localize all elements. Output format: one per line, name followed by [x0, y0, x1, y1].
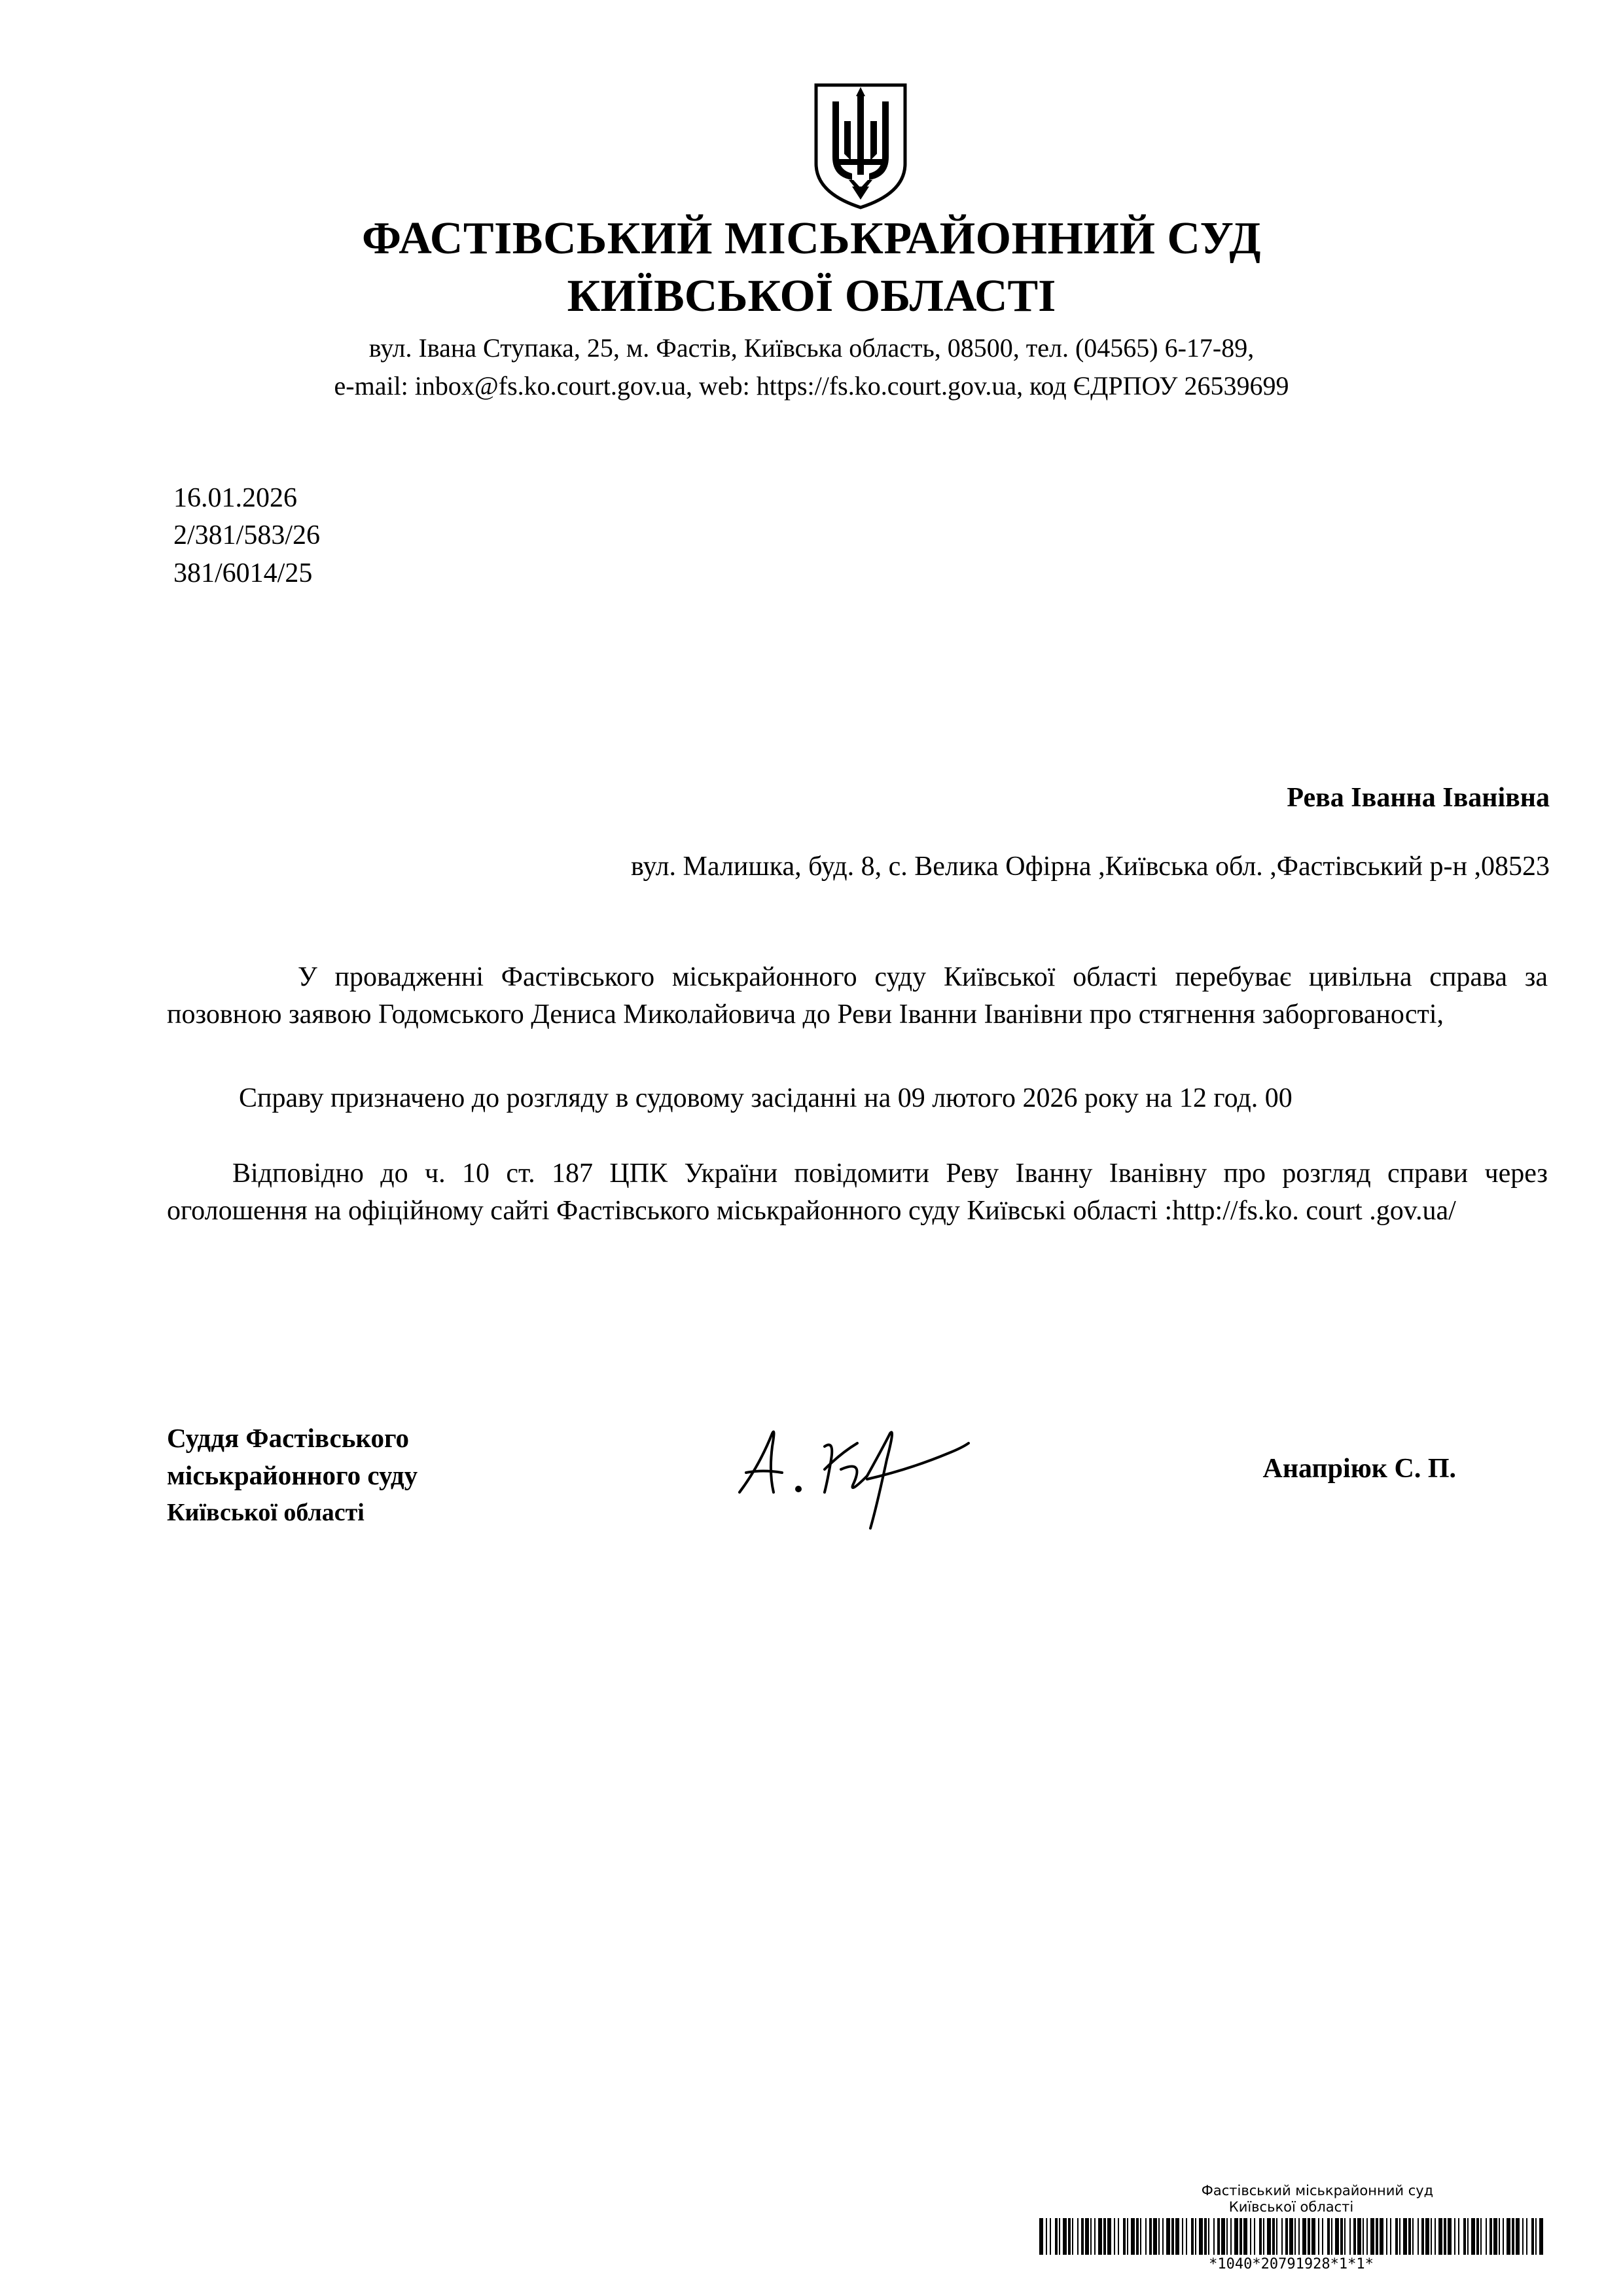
barcode-bar: [1199, 2218, 1203, 2255]
barcode-bar: [1289, 2218, 1293, 2255]
barcode-bar: [1175, 2218, 1179, 2255]
barcode-bar: [1531, 2218, 1534, 2255]
barcode-bar: [1395, 2218, 1398, 2255]
barcode-bar: [1098, 2218, 1102, 2255]
barcode-bar: [1322, 2218, 1323, 2255]
body-paragraph-3: Відповідно до ч. 10 ст. 187 ЦПК України повідомити Реву Іванну Іванівну про розгляд справи через оголошення на офіційному сайті Фастівського міськрайонного суду Київські області :http://fs.ko. court .gov.ua/: [167, 1158, 1548, 1226]
barcode-bar: [1221, 2218, 1225, 2255]
barcode-bar: [1208, 2218, 1209, 2255]
barcode-bar: [1463, 2218, 1466, 2255]
barcode-bar: [1431, 2218, 1432, 2255]
barcode-bar: [1131, 2218, 1135, 2255]
barcode-bar: [1390, 2218, 1391, 2255]
barcode-bar: [1240, 2218, 1242, 2255]
barcode-bar: [1535, 2218, 1537, 2255]
barcode-bar: [1055, 2218, 1058, 2255]
barcode-bar: [1272, 2218, 1275, 2255]
barcode-bar: [1353, 2218, 1356, 2255]
barcode-bar: [1085, 2218, 1089, 2255]
barcode-bar: [1243, 2218, 1247, 2255]
barcode-bar: [1118, 2218, 1119, 2255]
barcode-bar: [1153, 2218, 1157, 2255]
barcode-bar: [1182, 2218, 1183, 2255]
barcode-bar: [1234, 2218, 1238, 2255]
barcode-bar: [1166, 2218, 1170, 2255]
barcode-bar: [1114, 2218, 1115, 2255]
barcode-bar: [1063, 2218, 1067, 2255]
barcode-bar: [1522, 2218, 1524, 2255]
barcode-bar: [1493, 2218, 1497, 2255]
barcode-bar: [1467, 2218, 1469, 2255]
barcode-bar: [1162, 2218, 1164, 2255]
barcode-bar: [1285, 2218, 1288, 2255]
barcode-bar: [1340, 2218, 1343, 2255]
barcode-bar: [1158, 2218, 1160, 2255]
barcode-bar: [1039, 2218, 1043, 2255]
barcode-bar: [1344, 2218, 1346, 2255]
barcode-bar: [1503, 2218, 1504, 2255]
barcode-bar: [1217, 2218, 1220, 2255]
court-address-line1: вул. Івана Ступака, 25, м. Фастів, Київська область, 08500, тел. (04565) 6-17-89,: [368, 333, 1255, 363]
barcode-bar: [1435, 2218, 1436, 2255]
barcode-bar: [1068, 2218, 1071, 2255]
barcode-bar: [1376, 2218, 1378, 2255]
barcode-bar: [1444, 2218, 1446, 2255]
barcode-bar: [1507, 2218, 1510, 2255]
barcode-number: *1040*20791928*1*1*: [1209, 2256, 1374, 2273]
barcode-bar: [1425, 2218, 1429, 2255]
barcode-bar: [1136, 2218, 1139, 2255]
barcode-bar: [1072, 2218, 1073, 2255]
barcode-bar: [1311, 2218, 1315, 2255]
handwritten-signature: [726, 1407, 975, 1532]
barcode: [1039, 2218, 1543, 2255]
barcode-bar: [1090, 2218, 1092, 2255]
barcode-bar: [1263, 2218, 1264, 2255]
barcode-bar: [1302, 2218, 1306, 2255]
barcode-bar: [1195, 2218, 1196, 2255]
barcode-bar: [1123, 2218, 1126, 2255]
barcode-bar: [1191, 2218, 1194, 2255]
barcode-bar: [1335, 2218, 1339, 2255]
coat-of-arms-emblem: [813, 82, 908, 210]
barcode-bar: [1186, 2218, 1187, 2255]
court-contacts-line2: e-mail: inbox@fs.ko.court.gov.ua, web: https://fs.ko.court.gov.ua, код ЄДРПОУ 26539699: [334, 371, 1289, 401]
barcode-bar: [1476, 2218, 1479, 2255]
barcode-bar: [1471, 2218, 1475, 2255]
barcode-bar: [1366, 2218, 1368, 2255]
barcode-bar: [1059, 2218, 1060, 2255]
court-name-line1: ФАСТІВСЬКИЙ МІСЬКРАЙОННИЙ СУД: [362, 213, 1261, 264]
body-paragraph-1: У провадженні Фастівського міськрайонного суду Київської області перебуває цивільна справа за позовною заявою Годомського Дениса Миколайовича до Реви Іванни Іванівни про стягнення заборгованості,: [167, 962, 1548, 1030]
barcode-bar: [1486, 2218, 1487, 2255]
outgoing-number: 2/381/583/26: [173, 520, 321, 550]
barcode-bar: [1399, 2218, 1400, 2255]
barcode-bar: [1254, 2218, 1255, 2255]
barcode-bar: [1438, 2218, 1442, 2255]
recipient-address: вул. Малишка, буд. 8, с. Велика Офірна ,Київська обл. ,Фастівський р-н ,08523: [631, 852, 1550, 882]
barcode-bar: [1145, 2218, 1147, 2255]
barcode-bar: [1386, 2218, 1387, 2255]
barcode-bar: [1512, 2218, 1514, 2255]
footer-court-region: Київської області: [1228, 2199, 1354, 2215]
barcode-bar: [1412, 2218, 1414, 2255]
barcode-bar: [1331, 2218, 1332, 2255]
barcode-bar: [1050, 2218, 1051, 2255]
barcode-bar: [1516, 2218, 1520, 2255]
judge-title-line1: Суддя Фастівського: [167, 1423, 410, 1453]
barcode-bar: [1499, 2218, 1500, 2255]
barcode-bar: [1149, 2218, 1152, 2255]
footer-court-name: Фастівський міськрайонний суд: [1201, 2183, 1434, 2198]
barcode-bar: [1081, 2218, 1084, 2255]
barcode-bar: [1230, 2218, 1232, 2255]
barcode-bar: [1408, 2218, 1411, 2255]
barcode-bar: [1380, 2218, 1383, 2255]
barcode-bar: [1107, 2218, 1111, 2255]
barcode-bar: [1458, 2218, 1459, 2255]
barcode-bar: [1094, 2218, 1096, 2255]
barcode-bar: [1204, 2218, 1207, 2255]
document-date: 16.01.2026: [173, 483, 297, 513]
barcode-bar: [1370, 2218, 1374, 2255]
barcode-bar: [1127, 2218, 1128, 2255]
barcode-bar: [1077, 2218, 1079, 2255]
barcode-bar: [1140, 2218, 1141, 2255]
recipient-name: Рева Іванна Іванівна: [1287, 783, 1550, 813]
barcode-bar: [1294, 2218, 1296, 2255]
body-paragraph-2: Справу призначено до розгляду в судовому засіданні на 09 лютого 2026 року на 12 год. 00: [239, 1083, 1293, 1113]
barcode-bar: [1226, 2218, 1228, 2255]
footer-barcode-block: [1039, 2183, 1543, 2272]
barcode-bar: [1421, 2218, 1424, 2255]
barcode-bar: [1213, 2218, 1215, 2255]
court-name-line2: КИЇВСЬКОЇ ОБЛАСТІ: [567, 271, 1056, 321]
barcode-bar: [1539, 2218, 1543, 2255]
barcode-bar: [1349, 2218, 1351, 2255]
judge-name: Анапріюк С. П.: [1262, 1454, 1456, 1484]
barcode-bar: [1318, 2218, 1319, 2255]
barcode-bar: [1267, 2218, 1271, 2255]
barcode-bar: [1298, 2218, 1300, 2255]
barcode-bar: [1418, 2218, 1419, 2255]
barcode-bar: [1480, 2218, 1482, 2255]
barcode-bar: [1308, 2218, 1310, 2255]
barcode-bar: [1259, 2218, 1262, 2255]
barcode-bar: [1454, 2218, 1455, 2255]
judge-title-line3: Київської області: [167, 1499, 365, 1526]
barcode-bar: [1250, 2218, 1251, 2255]
barcode-bar: [1489, 2218, 1492, 2255]
barcode-bar: [1327, 2218, 1330, 2255]
barcode-bar: [1276, 2218, 1277, 2255]
barcode-bar: [1046, 2218, 1047, 2255]
barcode-bar: [1103, 2218, 1106, 2255]
barcode-bar: [1357, 2218, 1361, 2255]
barcode-bar: [1403, 2218, 1407, 2255]
judge-title-line2: міськрайонного суду: [167, 1460, 418, 1490]
barcode-bar: [1171, 2218, 1174, 2255]
barcode-bar: [1448, 2218, 1452, 2255]
barcode-bar: [1363, 2218, 1364, 2255]
barcode-bar: [1281, 2218, 1283, 2255]
case-number: 381/6014/25: [173, 558, 313, 588]
barcode-bar: [1526, 2218, 1527, 2255]
